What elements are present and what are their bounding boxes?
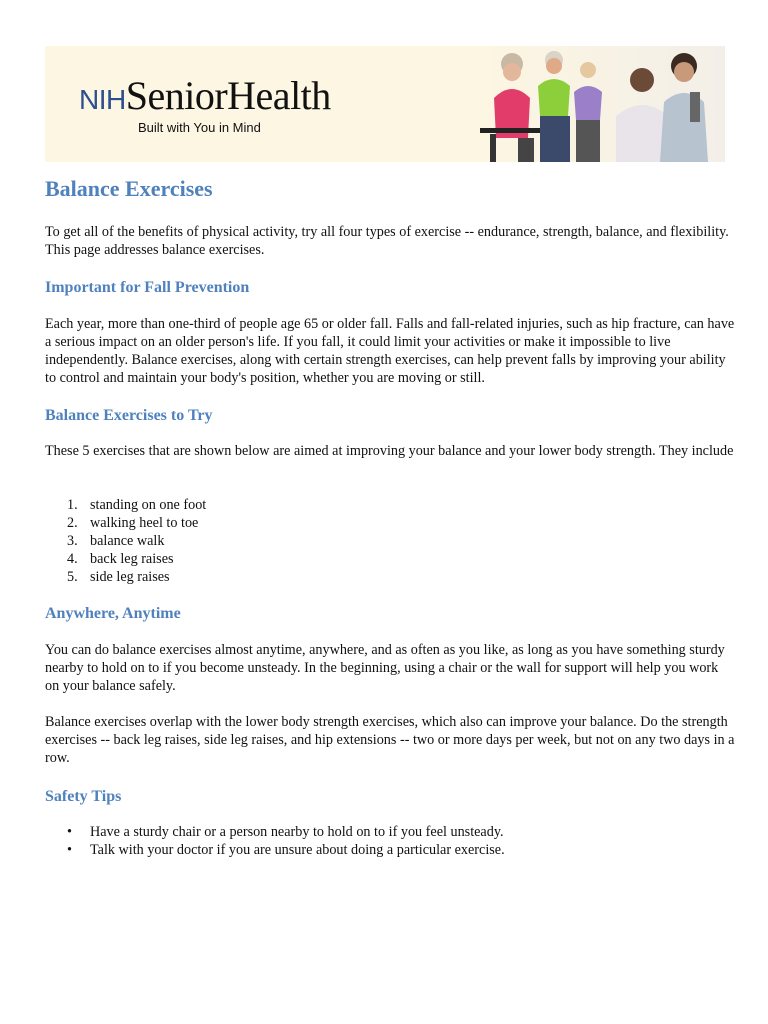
exercise-list [45, 496, 206, 586]
anywhere-paragraph-2: Balance exercises overlap with the lower body strength exercises, which also can improve your balance. Do the strength exercises -- back leg raises, side leg raises, and hip extensions -- two or more days per week, but not on any two days in a row. [45, 714, 735, 766]
list-item: 2. walking heel to toe [67, 515, 199, 531]
fall-prevention-paragraph: Each year, more than one-third of people age 65 or older fall. Falls and fall-related injuries, such as hip fracture, can have a serious impact on an older person's life. If you fall, it could limit your activities or make it impossible to live independently. Balance exercises, along with certain strength exercises, can help prevent falls by improving your ability to control and maintain your body's position, whether you are moving or still. [45, 316, 735, 386]
list-item: 4. back leg raises [67, 551, 174, 567]
section-heading-anywhere-anytime: Anywhere, Anytime [45, 605, 181, 622]
logo-prefix: NIH [79, 84, 126, 115]
list-item: 3. balance walk [67, 533, 165, 549]
header-banner [45, 46, 725, 162]
list-item: 5. side leg raises [67, 569, 170, 585]
list-item: • Have a sturdy chair or a person nearby to hold on to if you feel unsteady. [67, 824, 504, 840]
safety-tips-list [45, 823, 505, 859]
list-item: 1. standing on one foot [67, 497, 207, 513]
section-heading-exercises-to-try: Balance Exercises to Try [45, 407, 213, 424]
anywhere-paragraph-1: You can do balance exercises almost anytime, anywhere, and as often as you like, as long as you have something sturdy nearby to hold on to if you become unsteady. In the beginning, using a chair or the wall for support will help you work on your balance safely. [45, 642, 725, 694]
logo-main: SeniorHealth [125, 73, 331, 118]
exercises-intro-paragraph: These 5 exercises that are shown below are aimed at improving your balance and your lower body strength. They include [45, 443, 734, 459]
page-title: Balance Exercises [45, 176, 213, 201]
list-item: • Talk with your doctor if you are unsure about doing a particular exercise. [67, 842, 505, 858]
seniors-exercising-photo [470, 46, 725, 162]
logo-tagline: Built with You in Mind [138, 120, 261, 135]
intro-paragraph: To get all of the benefits of physical activity, try all four types of exercise -- endurance, strength, balance, and flexibility. This page addresses balance exercises. [45, 224, 729, 258]
site-logo[interactable] [79, 72, 331, 119]
section-heading-safety-tips: Safety Tips [45, 788, 122, 805]
section-heading-fall-prevention: Important for Fall Prevention [45, 279, 250, 296]
